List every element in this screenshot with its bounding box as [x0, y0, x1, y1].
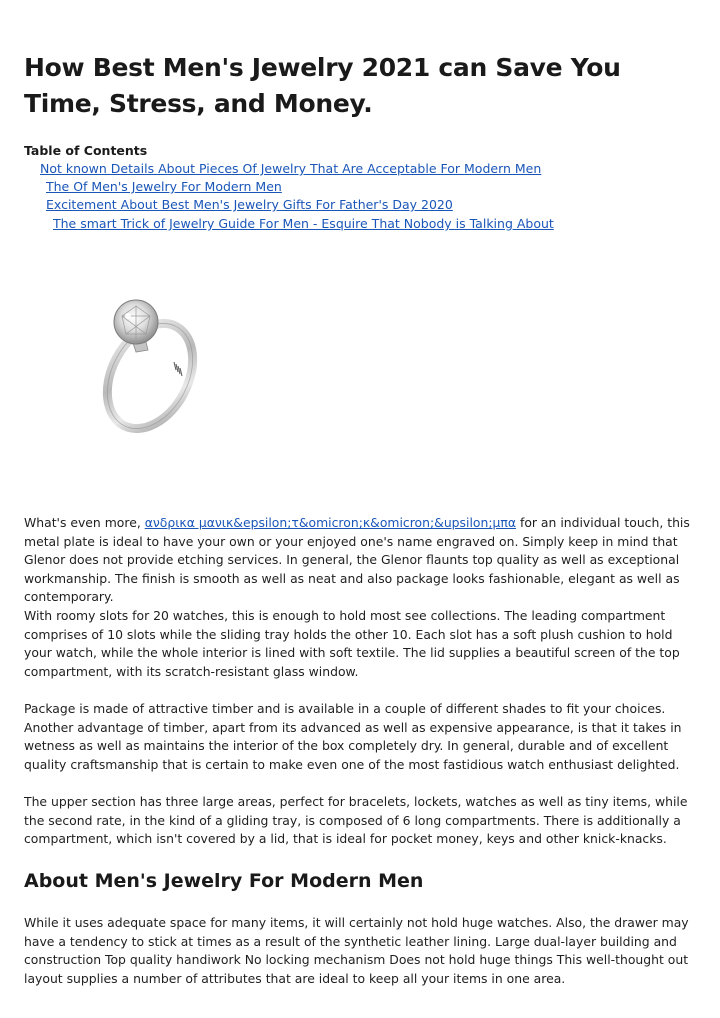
paragraph-3: Package is made of attractive timber and is available in a couple of different shades to fit your choices. Another advantage of timber, apart from its advanced as well as expensive appearance, is that it takes in wetness as well as maintains the interior of the box completely dry. In general, durable and of excellent quality craftsmanship that is certain to make even one of the most fastidious watch enthusiast delighted.: [24, 701, 682, 772]
toc-heading: Table of Contents: [24, 143, 148, 158]
ring-icon: [24, 252, 224, 496]
paragraph-1: [24, 514, 696, 607]
toc-link-2[interactable]: The Of Men's Jewelry For Modern Men: [46, 179, 282, 194]
toc-link-3[interactable]: Excitement About Best Men's Jewelry Gifts For Father's Day 2020: [46, 197, 453, 212]
toc-link-4[interactable]: The smart Trick of Jewelry Guide For Men - Esquire That Nobody is Talking About: [53, 216, 554, 231]
greek-link[interactable]: ανδρικα μανικ&epsilon;τ&omicron;κ&omicron;&upsilon;μπα: [144, 515, 517, 530]
paragraph-1-lead: What's even more,: [24, 515, 145, 530]
paragraph-4: The upper section has three large areas, perfect for bracelets, lockets, watches as well as tiny items, while the second rate, in the kind of a gliding tray, is composed of 6 long compartments. There is additionally a compartment, which isn't covered by a lid, that is ideal for pocket money, keys and other knick-knacks.: [24, 794, 688, 847]
section-heading: About Men's Jewelry For Modern Men: [24, 870, 424, 892]
paragraph-1-rest: for an individual touch, this metal plate is ideal to have your own or your enjoyed one's name engraved on. Simply keep in mind that Glenor does not provide etching services. In general, the Glenor flaunts top quality as well as exceptional workmanship. The finish is smooth as well as neat and also package looks fashionable, elegant as well as contemporary.: [24, 515, 690, 605]
paragraph-2: With roomy slots for 20 watches, this is enough to hold most see collections. The leading compartment comprises of 10 slots while the sliding tray holds the other 10. Each slot has a soft plush cushion to hold your watch, while the whole interior is lined with soft textile. The lid supplies a beautiful screen of the top compartment, with its scratch-resistant glass window.: [24, 608, 680, 679]
ring-image: [24, 252, 224, 496]
paragraph-5: While it uses adequate space for many items, it will certainly not hold huge watches. Also, the drawer may have a tendency to stick at times as a result of the synthetic leather lining. Large dual-layer building and construction Top quality handiwork No locking mechanism Does not hold huge things This well-thought out layout supplies a number of attributes that are ideal to keep all your items in one area.: [24, 915, 689, 986]
toc-link-1[interactable]: Not known Details About Pieces Of Jewelry That Are Acceptable For Modern Men: [40, 161, 542, 176]
article-title: How Best Men's Jewelry 2021 can Save You Time, Stress, and Money.: [24, 53, 621, 118]
